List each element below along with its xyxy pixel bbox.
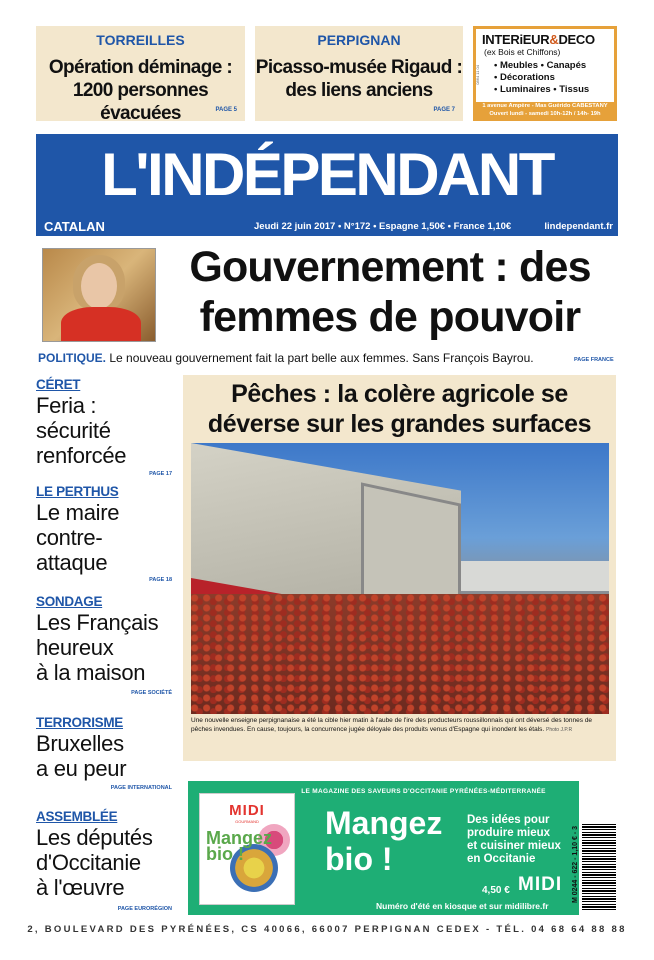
magazine-title: Mangez bio ! (206, 828, 273, 864)
ad-title: INTERiEUR&DECO (482, 32, 595, 47)
side-headline: Les députés d'Occitanie à l'œuvre (36, 825, 153, 900)
barcode (582, 824, 616, 910)
side-kicker: TERRORISME (36, 715, 124, 730)
side-kicker: SONDAGE (36, 594, 103, 609)
lead-kicker: POLITIQUE. (38, 351, 107, 365)
teaser-page: PAGE 5 (215, 107, 237, 113)
address-footer: 2, BOULEVARD DES PYRÉNÉES, CS 40066, 66007 PERPIGNAN CEDEX - TÉL. 04 68 64 88 88 (27, 924, 627, 935)
side-kicker: CÉRET (36, 377, 81, 392)
peach-headline: Pêches : la colère agricole se déverse sur les grandes surfaces (207, 380, 592, 438)
ad-footer: 1 avenue Ampère - Mas Guérido CABESTANY Ouvert lundi - samedi 10h-12h / 14h- 19h (476, 102, 614, 118)
side-page: PAGE EURORÉGION (117, 906, 172, 912)
side-headline: Les Français heureux à la maison (36, 610, 159, 685)
peach-story[interactable] (183, 375, 616, 761)
ad-subtitle: (ex Bois et Chiffons) (484, 47, 561, 57)
lead-page: PAGE FRANCE (574, 357, 614, 363)
ad-tagline: LE MAGAZINE DES SAVEURS D'OCCITANIE PYRÉNÉES-MÉDITERRANÉE (301, 788, 546, 795)
side-item-sondage[interactable] (36, 594, 176, 697)
side-item-ceret[interactable] (36, 377, 176, 480)
side-kicker: LE PERTHUS (36, 484, 119, 499)
masthead (36, 134, 618, 218)
lead-headline[interactable]: Gouvernement : des femmes de pouvoir (189, 243, 591, 341)
ad-list: • Meubles • Canapés • Décorations • Luminaires • Tissus (494, 60, 590, 95)
barcode-text: M 0244 - 622 - 1,10 € - 3 (572, 826, 579, 904)
ad-description: Des idées pour produire mieux et cuisiner mieux en Occitanie (467, 814, 561, 865)
side-kicker: ASSEMBLÉE (36, 809, 118, 824)
teaser-headline: Opération déminage : 1200 personnes évacuées (48, 57, 233, 124)
teaser-torreilles[interactable] (36, 26, 245, 124)
ad-midi-gourmand[interactable] (188, 781, 579, 915)
ad-price: 4,50 € (482, 885, 510, 896)
ad-side-code: 0864 11 04 (475, 65, 480, 85)
lead-subline: POLITIQUE. Le nouveau gouvernement fait la part belle aux femmes. Sans François Bayrou. (38, 351, 534, 365)
peach-photo (191, 443, 609, 714)
side-headline: Le maire contre- attaque (36, 500, 120, 575)
teaser-perpignan[interactable] (255, 26, 463, 121)
side-page: PAGE 17 (149, 471, 172, 477)
website-link[interactable]: lindependant.fr (544, 221, 613, 232)
ad-headline: Mangez bio ! (325, 805, 443, 877)
ad-brand: MIDI (518, 874, 563, 895)
side-headline: Bruxelles a eu peur (36, 731, 127, 781)
magazine-cover: MIDI GOURMAND Mangez bio ! (199, 793, 295, 905)
side-item-le-perthus[interactable] (36, 484, 176, 587)
teaser-headline: Picasso-musée Rigaud : des liens anciens (255, 57, 463, 101)
side-page: PAGE 18 (149, 577, 172, 583)
side-item-terrorisme[interactable] (36, 715, 176, 797)
edition-name: CATALAN (44, 219, 105, 234)
ad-interieur-deco[interactable] (473, 26, 617, 121)
magazine-brand: MIDI (229, 802, 265, 819)
side-item-assemblee[interactable] (36, 809, 176, 914)
photo-credit: Photo J.P.R (546, 726, 573, 733)
masthead-bar (36, 218, 618, 236)
side-page: PAGE SOCIÉTÉ (131, 690, 172, 696)
peach-caption: Une nouvelle enseigne perpignanaise a été la cible hier matin à l'aube de l'ire des producteurs roussillonnais qui ont déversé des tonnes de pêches invendues. En cause, toujours, la concurrence jugée déloyale des produits venus d'Espagne qui inondent les étals. Photo J.P.R (191, 717, 593, 733)
issue-info: Jeudi 22 juin 2017 • N°172 • Espagne 1,50€ • France 1,10€ (254, 221, 512, 232)
teaser-kicker: TORREILLES (96, 32, 185, 48)
ad-kiosk: Numéro d'été en kiosque et sur midilibre.fr (376, 901, 549, 911)
teaser-page: PAGE 7 (433, 107, 455, 113)
teaser-kicker: PERPIGNAN (317, 32, 401, 48)
side-page: PAGE INTERNATIONAL (110, 785, 172, 791)
side-headline: Feria : sécurité renforcée (36, 393, 127, 468)
portrait-photo (42, 248, 156, 342)
newspaper-logo: L'INDÉPENDANT (101, 141, 553, 208)
